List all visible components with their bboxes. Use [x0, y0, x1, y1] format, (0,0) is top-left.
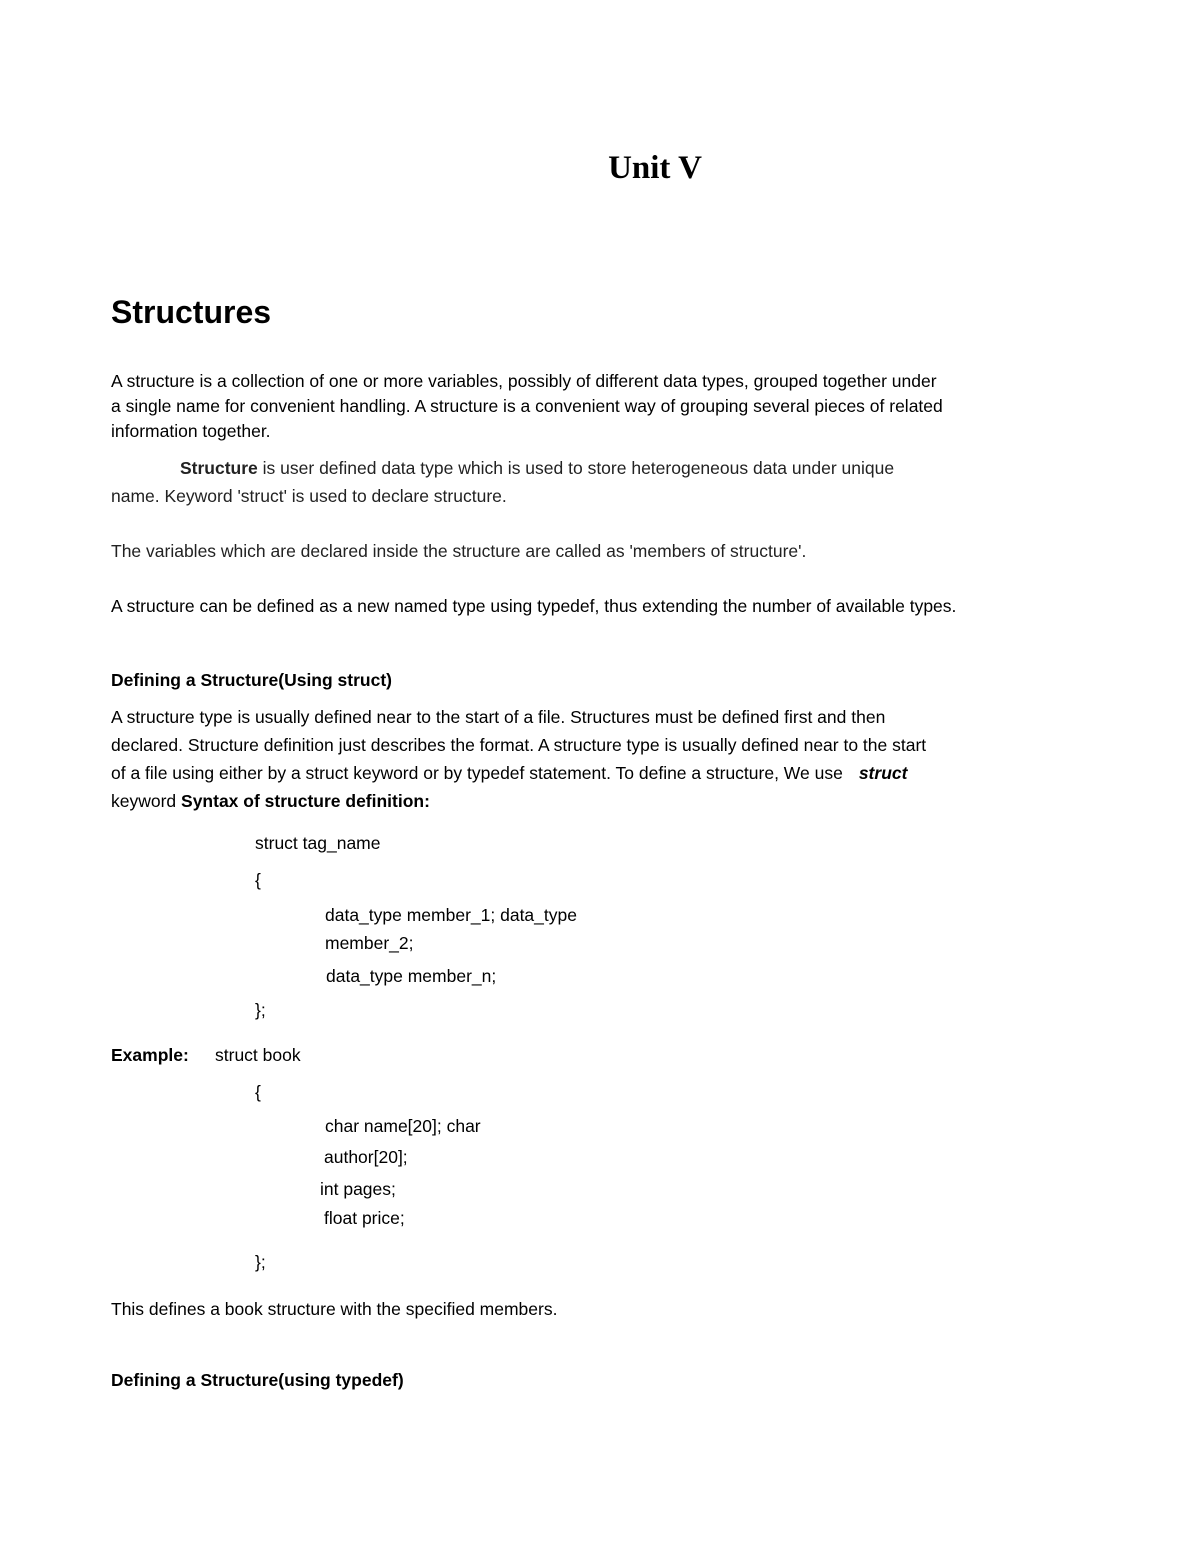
intro-paragraph [111, 369, 943, 444]
definition-line-1-text: is user defined data type which is used to store heterogeneous data under unique [257, 458, 895, 478]
page-title: Unit V [608, 150, 702, 186]
example-open-brace: { [255, 1082, 261, 1102]
struct-def-line-3 [111, 759, 926, 787]
struct-keyword: struct [858, 763, 908, 783]
syntax-close-brace: }; [255, 1000, 266, 1020]
example-label: Example: [111, 1045, 189, 1065]
example-member-2: author[20]; [324, 1147, 408, 1167]
syntax-label: Syntax of structure definition: [181, 791, 430, 811]
syntax-member-1: data_type member_1; data_type [325, 905, 577, 925]
example-member-1: char name[20]; char [325, 1116, 481, 1136]
definition-paragraph [111, 454, 894, 510]
definition-bold-term: Structure [180, 458, 258, 478]
intro-line-3: information together. [111, 421, 271, 441]
struct-def-line-2: declared. Structure definition just describes the format. A structure type is usually defined near to the start [111, 735, 927, 755]
struct-def-line-3-text: of a file using either by a struct keyword or by typedef statement. To define a structure, We use [111, 763, 843, 783]
subheading-using-struct: Defining a Structure(Using struct) [111, 670, 392, 690]
struct-definition-paragraph [111, 703, 926, 815]
example-member-3: int pages; [320, 1179, 396, 1199]
intro-line-1: A structure is a collection of one or more variables, possibly of different data types, grouped together under [111, 371, 937, 391]
syntax-line-struct: struct tag_name [255, 833, 381, 853]
example-close-brace: }; [255, 1252, 266, 1272]
example-member-4: float price; [324, 1208, 405, 1228]
example-note: This defines a book structure with the specified members. [111, 1299, 558, 1319]
section-heading-structures: Structures [111, 294, 272, 330]
struct-def-line-4 [111, 787, 926, 815]
subheading-using-typedef: Defining a Structure(using typedef) [111, 1370, 404, 1390]
syntax-member-2: member_2; [325, 933, 414, 953]
struct-def-line-1: A structure type is usually defined near to the start of a file. Structures must be defined first and then [111, 707, 886, 727]
members-paragraph: The variables which are declared inside the structure are called as 'members of structure'. [111, 541, 807, 561]
definition-line-1 [111, 454, 894, 482]
definition-line-2: name. Keyword 'struct' is used to declare structure. [111, 486, 507, 506]
keyword-text: keyword [111, 791, 182, 811]
syntax-member-n: data_type member_n; [326, 966, 497, 986]
syntax-open-brace: { [255, 870, 261, 890]
typedef-paragraph: A structure can be defined as a new named type using typedef, thus extending the number of available types. [111, 596, 957, 616]
example-struct-line: struct book [215, 1045, 301, 1065]
intro-line-2: a single name for convenient handling. A structure is a convenient way of grouping several pieces of related [111, 396, 943, 416]
